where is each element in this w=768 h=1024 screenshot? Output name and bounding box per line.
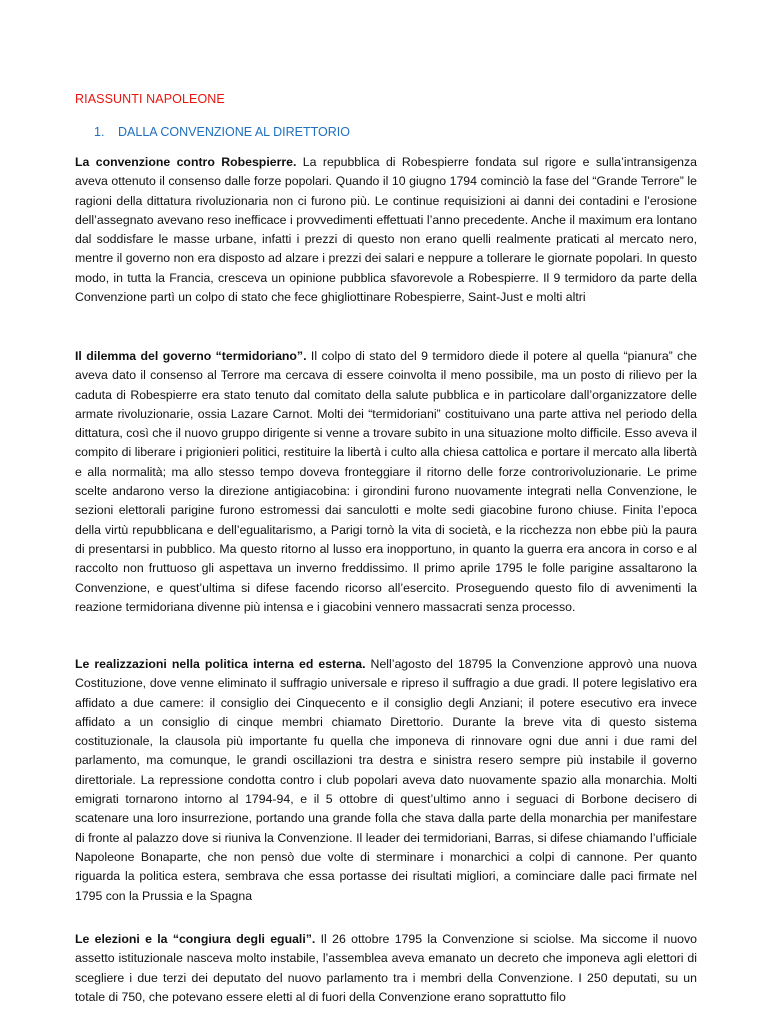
- section-title: DALLA CONVENZIONE AL DIRETTORIO: [118, 125, 351, 139]
- section-number: 1.: [94, 125, 105, 139]
- paragraph-text: Nell’agosto del 18795 la Convenzione approvò una nuova Costituzione, dove venne eliminato il suffragio universale e ripreso il suffragio a due gradi. Il potere legislativo era affidato a due camere: il consiglio dei Cinquecento e il consiglio degli Anziani; il potere esecutivo era invece affidato a un consiglio di cinque membri chiamato Direttorio. Durante la breve vita di questo sistema costituzionale, la clausola più importante fu quella che imponeva di rinnovare ogni due anni i due rami del parlamento, ma comunque, le grandi oscillazioni tra destra e sinistra resero sempre più instabile il governo direttoriale. La repressione condotta contro i club popolari aveva dato nuovamente spazio alla monarchia. Molti emigrati tornarono intorno al 1794-94, e il 5 ottobre di quest’ultimo anno i seguaci di Borbone decisero di scatenare una loro insurrezione, portando una grande folla che stava dalla parte della monarchia per manifestare di fronte al palazzo dove si riuniva la Convenzione. Il leader dei termidoriani, Barras, si difese chiamando l’ufficiale Napoleone Bonaparte, che non pensò due volte di sterminare i monarchici a colpi di cannone. Per quanto riguarda la politica estera, sembrava che essa portasse dei risultati migliori, a cominciare dalle paci firmate nel 1795 con la Prussia e la Spagna: [75, 657, 697, 903]
- paragraph: [75, 347, 697, 617]
- paragraph-heading: La convenzione contro Robespierre.: [75, 155, 297, 169]
- document-title: RIASSUNTI NAPOLEONE: [75, 92, 225, 106]
- paragraph: [75, 930, 697, 1007]
- section-heading: [94, 125, 350, 139]
- paragraph-heading: Il dilemma del governo “termidoriano”.: [75, 349, 307, 363]
- paragraph-text: Il colpo di stato del 9 termidoro diede il potere al quella “pianura” che aveva dato il consenso al Terrore ma cercava di essere coinvolta il meno possibile, ma un posto di rilievo per la caduta di Robespierre era stato tenuto dal comitato della salute pubblica e in particolare dall’organizzatore delle armate rivoluzionarie, ossia Lazare Carnot. Molti dei “termidoriani” costituivano una parte attiva nel periodo della dittatura, così che il nuovo gruppo dirigente si venne a trovare subito in una situazione molto difficile. Esso aveva il compito di liberare i prigionieri politici, restituire la libertà i culto alla chiesa cattolica e portare il mercato alla libertà e alla normalità; ma allo stesso tempo doveva fronteggiare il ritorno delle forze controrivoluzionarie. Le prime scelte andarono verso la direzione antigiacobina: i girondini furono nuovamente integrati nella Convenzione, le sezioni elettorali parigine furono estromessi dai sanculotti e molte sedi giacobine furono chiuse. Finita l’epoca della virtù repubblicana e dell’egualitarismo, a Parigi tornò la vita di società, e la ricchezza non ebbe più la paura di presentarsi in pubblico. Ma questo ritorno al lusso era inopportuno, in quanto la guerra era ancora in corso e al raccolto non fruttuoso gli aspettava un inverno freddissimo. Il primo aprile 1795 le folle parigine assaltarono la Convenzione, e quest’ultima si difese facendo ricorso all’esercito. Proseguendo questo filo di avvenimenti la reazione termidoriana divenne più intensa e i giacobini vennero massacrati senza processo.: [75, 349, 697, 614]
- paragraph: [75, 153, 697, 307]
- paragraph-heading: Le realizzazioni nella politica interna ed esterna.: [75, 657, 366, 671]
- paragraph-text: Il 26 ottobre 1795 la Convenzione si sciolse. Ma siccome il nuovo assetto istituzionale nasceva molto instabile, l’assemblea aveva emanato un decreto che imponeva agli elettori di scegliere i due terzi dei deputato del nuovo parlamento tra i membri della Convenzione. I 250 deputati, su un totale di 750, che potevano essere eletti al di fuori della Convenzione erano soprattutto filo: [75, 932, 697, 1004]
- paragraph: [75, 655, 697, 906]
- paragraph-heading: Le elezioni e la “congiura degli eguali”.: [75, 932, 316, 946]
- paragraph-text: La repubblica di Robespierre fondata sul rigore e sulla’intransigenza aveva ottenuto il consenso dalle forze popolari. Quando il 10 giugno 1794 cominciò la fase del “Grande Terrore” le ragioni della dittatura rivoluzionaria non ci furono più. Le continue requisizioni ai danni dei contadini e l’erosione dell’assegnato avevano reso inefficace i provvedimenti effettuati l’anno precedente. Anche il maximum era lontano dal soddisfare le masse urbane, infatti i prezzi di questo non erano quelli realmente praticati al mercato nero, mentre il governo non era disposto ad alzare i prezzi dei salari e neppure a tollerare le giornate popolari. In questo modo, in tutta la Francia, cresceva un opinione pubblica sfavorevole a Robespierre. Il 9 termidoro da parte della Convenzione partì un colpo di stato che fece ghigliottinare Robespierre, Saint-Just e molti altri: [75, 155, 697, 305]
